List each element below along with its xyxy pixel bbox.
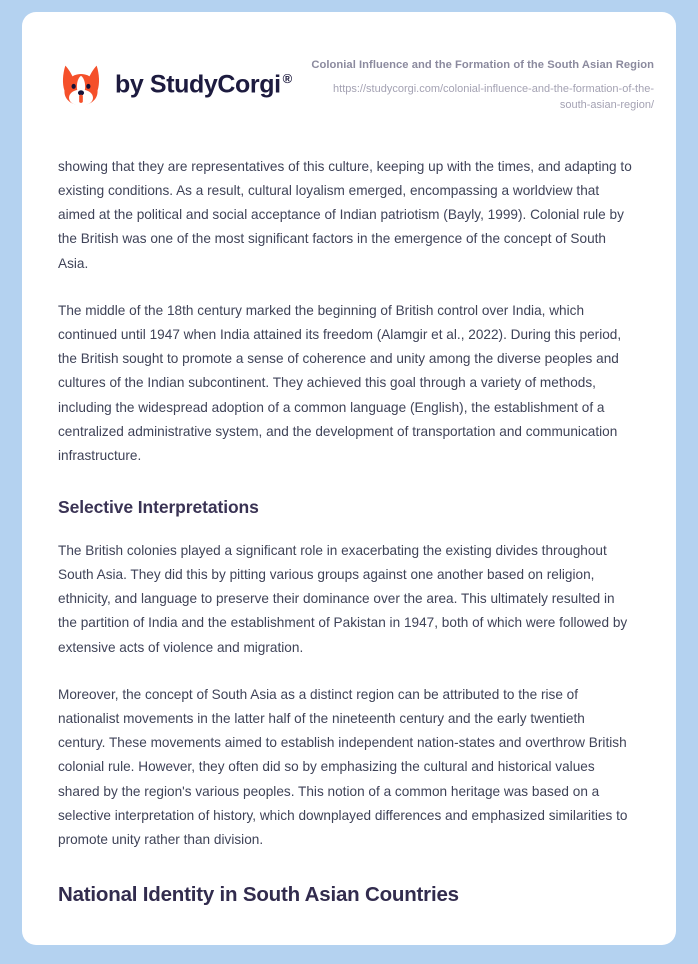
document-title: Colonial Influence and the Formation of the South Asian Region [311,59,654,71]
document-url[interactable]: https://studycorgi.com/colonial-influence-and-the-formation-of-the-south-asian-region/ [333,82,654,112]
document-body [22,155,676,909]
body-paragraph: showing that they are representatives of this culture, keeping up with the times, and adapting to existing conditions. As a result, cultural loyalism emerged, encompassing a worldview that aimed at the political and social acceptance of Indian patriotism (Bayly, 1999). Colonial rule by the British was one of the most significant factors in the emergence of the concept of South Asia. [58,158,632,271]
registered-trademark-icon: ® [282,71,292,87]
document-meta [309,56,654,114]
document-page-card [22,12,676,945]
body-paragraph: The middle of the 18th century marked the beginning of British control over India, which continued until 1947 when India attained its freedom (Alamgir et al., 2022). During this period, the British sought to promote a sense of coherence and unity among the diverse peoples and cultures of the Indian subcontinent. They achieved this goal through a variety of methods, including the widespread adoption of a common language (English), the establishment of a centralized administrative system, and the development of transportation and communication infrastructure. [58,302,622,463]
brand-wordmark-text: by StudyCorgi [115,70,281,99]
document-header [22,12,676,114]
section-heading-national-identity: National Identity in South Asian Countries [58,883,459,907]
corgi-face-icon [58,62,104,108]
studycorgi-brand [58,56,292,108]
brand-wordmark [115,72,292,97]
section-heading-selective-interpretations: Selective Interpretations [58,497,259,518]
body-paragraph: The British colonies played a significant role in exacerbating the existing divides throughout South Asia. They did this by pitting various groups against one another based on religion, ethnicity, and language to preserve their dominance over the area. This ultimately resulted in the partition of India and the establishment of Pakistan in 1947, both of which were followed by extensive acts of violence and migration. [58,542,628,655]
body-paragraph: Moreover, the concept of South Asia as a distinct region can be attributed to the rise of nationalist movements in the latter half of the nineteenth century and the early twentieth century. These movements aimed to establish independent nation-states and overthrow British colonial rule. However, they often did so by emphasizing the cultural and historical values shared by the region's various peoples. This notion of a common heritage was based on a selective interpretation of history, which downplayed differences and emphasized similarities to promote unity rather than division. [58,686,628,847]
